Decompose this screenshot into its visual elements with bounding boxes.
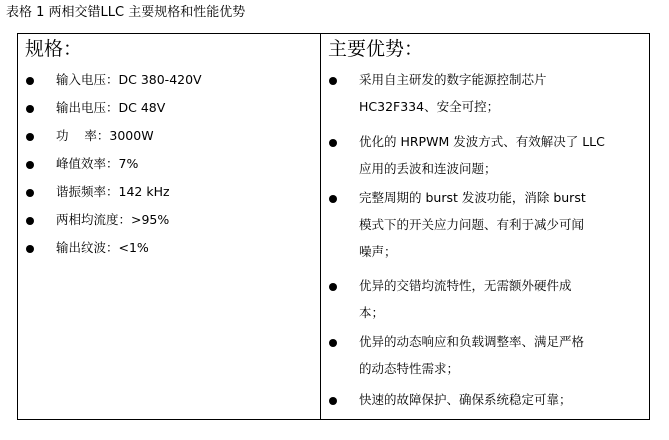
bullet-icon (329, 139, 337, 147)
bullet-icon (26, 217, 34, 225)
spec-item-text: 两相均流度：>95% (56, 212, 170, 227)
advantage-line: 噪声； (359, 244, 397, 259)
bullet-icon (329, 195, 337, 203)
bullet-icon (26, 105, 34, 113)
advantage-line: HC32F334、安全可控； (359, 99, 500, 114)
advantage-line: 快速的故障保护、确保系统稳定可靠； (359, 392, 572, 407)
bullet-icon (329, 77, 337, 85)
specs-column (18, 34, 320, 419)
advantage-line: 的动态特性需求； (359, 361, 460, 376)
table-caption: 表格 1 两相交错LLC 主要规格和性能优势 (6, 5, 246, 20)
advantages-header: 主要优势： (328, 38, 424, 60)
spec-item-text: 输出纹波：<1% (56, 240, 149, 255)
bullet-icon (329, 397, 337, 405)
spec-item-text: 谐振频率：142 kHz (56, 184, 170, 199)
bullet-icon (26, 161, 34, 169)
bullet-icon (26, 133, 34, 141)
bullet-icon (26, 77, 34, 85)
spec-item-text: 功 率：3000W (56, 128, 154, 143)
bullet-icon (329, 283, 337, 291)
specs-header: 规格： (25, 38, 83, 60)
advantage-line: 完整周期的 burst 发波功能，消除 burst (359, 190, 586, 205)
bullet-icon (26, 189, 34, 197)
advantage-line: 应用的丢波和连波问题； (359, 161, 497, 176)
advantage-line: 优化的 HRPWM 发波方式、有效解决了 LLC (359, 134, 605, 149)
spec-item-text: 输出电压：DC 48V (56, 100, 166, 115)
bullet-icon (26, 245, 34, 253)
bullet-icon (329, 339, 337, 347)
spec-table (17, 33, 650, 420)
advantage-line: 优异的动态响应和负载调整率、满足严格 (359, 334, 585, 349)
spec-item-text: 峰值效率：7% (56, 156, 139, 171)
spec-item-text: 输入电压：DC 380-420V (56, 72, 202, 87)
advantage-line: 优异的交错均流特性，无需额外硬件成 (359, 278, 572, 293)
advantage-line: 采用自主研发的数字能源控制芯片 (359, 72, 547, 87)
advantage-line: 本； (359, 305, 385, 320)
advantages-column (321, 34, 649, 419)
advantage-line: 模式下的开关应力问题、有利于减少可闻 (359, 217, 585, 232)
